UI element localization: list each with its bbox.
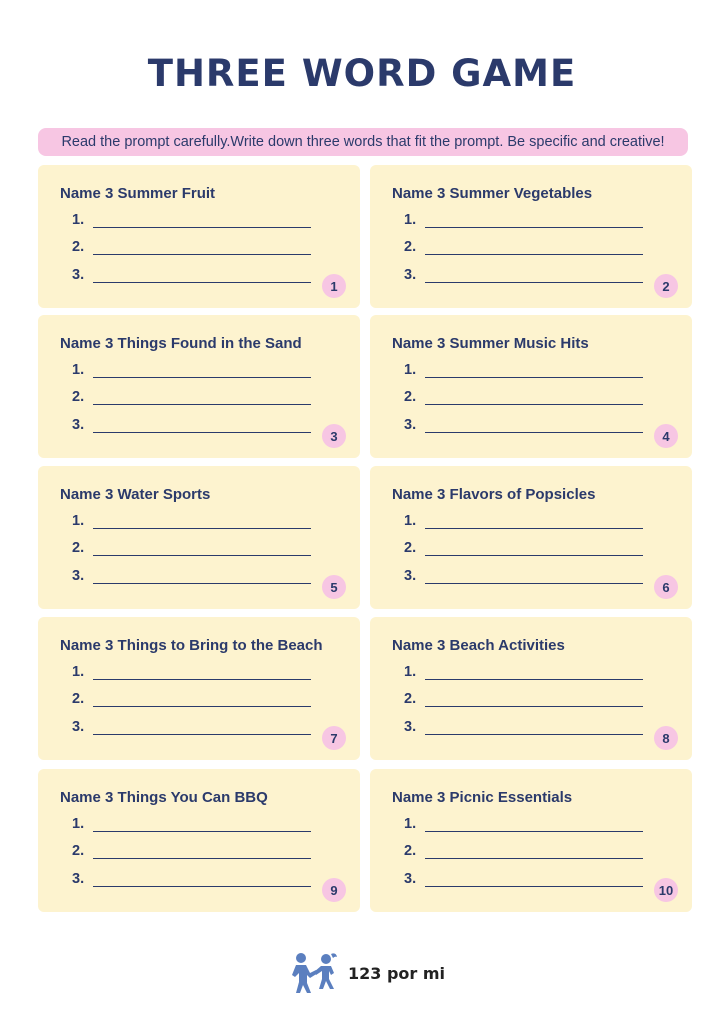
card-number-badge: 2 [654, 274, 678, 298]
answer-number: 3. [404, 417, 417, 433]
answer-line[interactable] [404, 513, 643, 529]
card-prompt: Name 3 Summer Vegetables [392, 185, 593, 202]
answer-blank[interactable] [93, 420, 311, 433]
answer-number: 1. [404, 664, 417, 680]
answer-number: 3. [72, 417, 85, 433]
kids-playing-icon [290, 950, 338, 996]
answer-blank[interactable] [93, 694, 311, 707]
answer-blank[interactable] [425, 543, 643, 556]
answer-line[interactable] [72, 568, 311, 584]
prompt-card [38, 466, 360, 609]
answer-number: 1. [72, 212, 85, 228]
answer-blank[interactable] [93, 874, 311, 887]
answer-number: 1. [404, 212, 417, 228]
answer-line[interactable] [404, 816, 643, 832]
answer-number: 2. [404, 843, 417, 859]
answer-blank[interactable] [93, 819, 311, 832]
answer-blank[interactable] [425, 392, 643, 405]
footer-brand [290, 950, 445, 996]
answer-number: 3. [404, 871, 417, 887]
answer-line[interactable] [72, 389, 311, 405]
answer-line[interactable] [72, 212, 311, 228]
answer-number: 1. [404, 362, 417, 378]
answer-number: 3. [404, 568, 417, 584]
answer-number: 1. [72, 513, 85, 529]
answer-number: 2. [72, 691, 85, 707]
card-number-badge: 7 [322, 726, 346, 750]
answer-blank[interactable] [93, 722, 311, 735]
answer-line[interactable] [404, 540, 643, 556]
answer-line[interactable] [72, 719, 311, 735]
answer-line[interactable] [404, 389, 643, 405]
answer-number: 3. [72, 267, 85, 283]
answer-line[interactable] [72, 843, 311, 859]
answer-blank[interactable] [425, 874, 643, 887]
answer-line[interactable] [404, 417, 643, 433]
answer-line[interactable] [72, 513, 311, 529]
answer-blank[interactable] [425, 571, 643, 584]
answer-number: 1. [404, 816, 417, 832]
prompt-card [370, 466, 692, 609]
answer-line[interactable] [404, 691, 643, 707]
answer-blank[interactable] [93, 215, 311, 228]
answer-number: 3. [404, 719, 417, 735]
answer-blank[interactable] [425, 819, 643, 832]
card-prompt: Name 3 Flavors of Popsicles [392, 486, 596, 503]
page-title: THREE WORD GAME [147, 52, 577, 95]
answer-blank[interactable] [425, 722, 643, 735]
card-prompt: Name 3 Summer Fruit [60, 185, 216, 202]
prompt-card [38, 315, 360, 458]
card-number-badge: 1 [322, 274, 346, 298]
answer-blank[interactable] [425, 215, 643, 228]
answer-line[interactable] [72, 540, 311, 556]
answer-number: 2. [72, 540, 85, 556]
card-number-badge: 9 [322, 878, 346, 902]
answer-blank[interactable] [425, 667, 643, 680]
card-prompt: Name 3 Water Sports [60, 486, 211, 503]
card-prompt: Name 3 Things You Can BBQ [60, 789, 268, 806]
answer-line[interactable] [72, 871, 311, 887]
answer-blank[interactable] [425, 694, 643, 707]
answer-blank[interactable] [93, 571, 311, 584]
answer-number: 2. [72, 843, 85, 859]
answer-number: 2. [404, 389, 417, 405]
answer-blank[interactable] [93, 242, 311, 255]
brand-name: 123 por mi [348, 963, 446, 983]
answer-blank[interactable] [93, 667, 311, 680]
instructions-banner: Read the prompt carefully.Write down three words that fit the prompt. Be specific and creative! [38, 128, 688, 156]
prompt-card [370, 315, 692, 458]
answer-blank[interactable] [93, 516, 311, 529]
prompt-card [38, 617, 360, 760]
answer-number: 3. [72, 568, 85, 584]
prompt-card [370, 617, 692, 760]
answer-number: 1. [72, 664, 85, 680]
card-number-badge: 3 [322, 424, 346, 448]
answer-number: 2. [72, 239, 85, 255]
card-prompt: Name 3 Things to Bring to the Beach [60, 637, 323, 654]
answer-blank[interactable] [425, 270, 643, 283]
answer-number: 3. [404, 267, 417, 283]
answer-line[interactable] [404, 719, 643, 735]
answer-line[interactable] [404, 212, 643, 228]
answer-line[interactable] [72, 267, 311, 283]
prompt-card [370, 769, 692, 912]
answer-line[interactable] [72, 362, 311, 378]
answer-line[interactable] [72, 664, 311, 680]
card-number-badge: 10 [654, 878, 678, 902]
prompt-card [370, 165, 692, 308]
card-prompt: Name 3 Beach Activities [392, 637, 565, 654]
answer-number: 3. [72, 871, 85, 887]
answer-blank[interactable] [425, 242, 643, 255]
card-number-badge: 5 [322, 575, 346, 599]
answer-line[interactable] [404, 239, 643, 255]
answer-blank[interactable] [93, 846, 311, 859]
answer-line[interactable] [404, 843, 643, 859]
answer-number: 1. [404, 513, 417, 529]
card-number-badge: 6 [654, 575, 678, 599]
answer-number: 1. [72, 362, 85, 378]
answer-line[interactable] [72, 816, 311, 832]
answer-number: 1. [72, 816, 85, 832]
answer-line[interactable] [72, 691, 311, 707]
answer-line[interactable] [404, 568, 643, 584]
answer-line[interactable] [404, 871, 643, 887]
answer-blank[interactable] [93, 543, 311, 556]
card-prompt: Name 3 Picnic Essentials [392, 789, 573, 806]
answer-number: 2. [72, 389, 85, 405]
answer-line[interactable] [404, 664, 643, 680]
answer-blank[interactable] [93, 365, 311, 378]
card-prompt: Name 3 Summer Music Hits [392, 335, 589, 352]
answer-number: 2. [404, 239, 417, 255]
answer-number: 3. [72, 719, 85, 735]
card-prompt: Name 3 Things Found in the Sand [60, 335, 302, 352]
answer-blank[interactable] [425, 846, 643, 859]
answer-number: 2. [404, 540, 417, 556]
answer-blank[interactable] [93, 392, 311, 405]
answer-blank[interactable] [425, 420, 643, 433]
answer-blank[interactable] [425, 365, 643, 378]
answer-blank[interactable] [93, 270, 311, 283]
answer-line[interactable] [404, 362, 643, 378]
answer-line[interactable] [72, 239, 311, 255]
answer-line[interactable] [72, 417, 311, 433]
answer-number: 2. [404, 691, 417, 707]
answer-line[interactable] [404, 267, 643, 283]
card-number-badge: 4 [654, 424, 678, 448]
answer-blank[interactable] [425, 516, 643, 529]
prompt-card [38, 165, 360, 308]
card-number-badge: 8 [654, 726, 678, 750]
prompt-card [38, 769, 360, 912]
